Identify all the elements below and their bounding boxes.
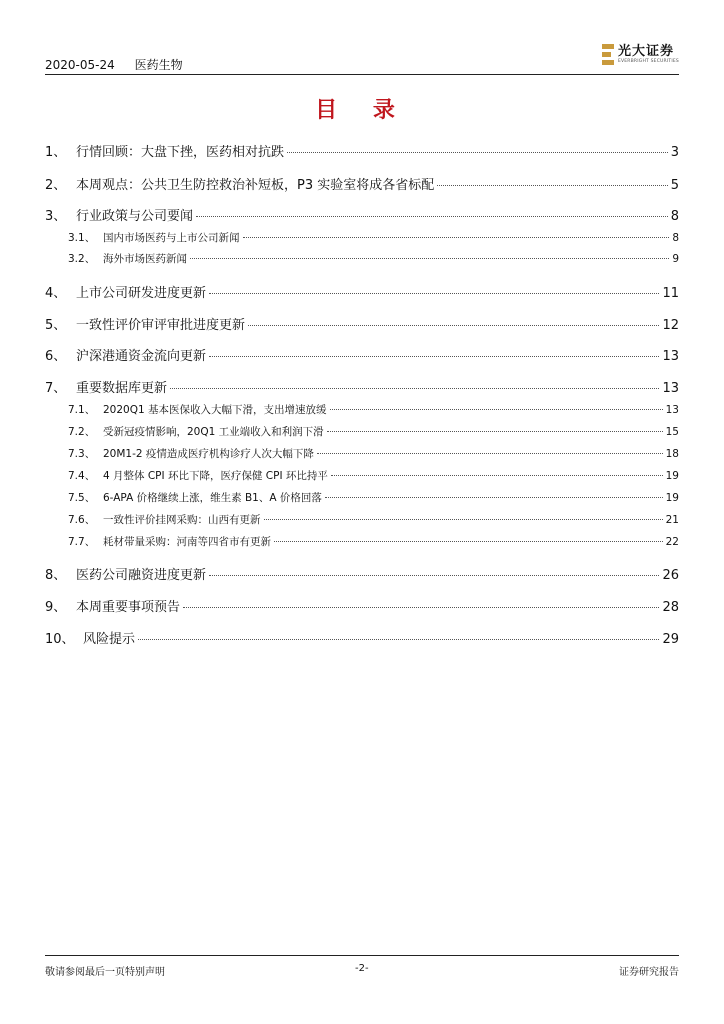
toc-text: 上市公司研发进度更新 [76, 286, 207, 301]
toc-page: 8 [670, 209, 679, 224]
toc-page: 3 [670, 145, 679, 160]
toc-number: 1、 [45, 145, 67, 160]
toc-subentry[interactable] [45, 446, 679, 461]
toc-text: 20M1-2 疫情造成医疗机构诊疗人次大幅下降 [103, 448, 314, 460]
toc-number: 8、 [45, 568, 67, 583]
toc-page: 5 [670, 178, 679, 193]
toc-text: 行业政策与公司要闻 [76, 209, 194, 224]
toc-entry[interactable] [45, 564, 679, 583]
toc-entry[interactable] [45, 282, 679, 301]
toc-number: 7、 [45, 381, 67, 396]
toc-entry[interactable] [45, 141, 679, 160]
toc-page: 13 [662, 349, 679, 364]
toc-text: 一致性评价审评审批进度更新 [76, 318, 246, 333]
toc-number: 7.1、 [68, 404, 96, 416]
header-info [45, 56, 199, 73]
report-section: 医药生物 [134, 58, 183, 72]
toc-leader [264, 519, 663, 520]
toc-leader [209, 575, 659, 576]
toc-leader [325, 497, 663, 498]
toc-leader [190, 258, 669, 259]
page-footer [45, 955, 679, 978]
toc-entry[interactable] [45, 174, 679, 193]
toc-text: 4 月整体 CPI 环比下降，医疗保健 CPI 环比持平 [103, 470, 328, 482]
toc-leader [243, 237, 670, 238]
toc-subentry[interactable] [45, 468, 679, 483]
company-logo [602, 44, 679, 66]
toc-number: 3.2、 [68, 253, 96, 265]
toc-page: 13 [665, 404, 679, 416]
toc-entry[interactable] [45, 377, 679, 396]
report-date: 2020-05-24 [45, 58, 115, 72]
toc-subentry[interactable] [45, 251, 679, 266]
toc-page: 22 [665, 536, 679, 548]
toc-entry[interactable] [45, 596, 679, 615]
toc-page: 29 [662, 632, 679, 647]
toc-page: 21 [665, 514, 679, 526]
toc-subentry[interactable] [45, 512, 679, 527]
toc-leader [331, 475, 663, 476]
toc-text: 6-APA 价格继续上涨，维生素 B1、A 价格回落 [103, 492, 322, 504]
toc-page: 18 [665, 448, 679, 460]
toc-number: 2、 [45, 178, 67, 193]
toc-subentry[interactable] [45, 230, 679, 245]
toc-leader [248, 325, 659, 326]
toc-text: 行情回顾：大盘下挫，医药相对抗跌 [76, 145, 285, 160]
toc-text: 本周重要事项预告 [76, 600, 181, 615]
toc-number: 3.1、 [68, 232, 96, 244]
toc-number: 7.7、 [68, 536, 96, 548]
page-title: 目 录 [315, 98, 409, 123]
toc-leader [317, 453, 663, 454]
toc-leader [170, 388, 659, 389]
toc-text: 风险提示 [83, 632, 136, 647]
toc-leader [196, 216, 668, 217]
toc-leader [330, 409, 663, 410]
toc-number: 4、 [45, 286, 67, 301]
toc-entry[interactable] [45, 345, 679, 364]
report-type: 证券研究报告 [619, 967, 679, 978]
toc-number: 7.2、 [68, 426, 96, 438]
toc-number: 9、 [45, 600, 67, 615]
toc-subentry[interactable] [45, 490, 679, 505]
footer-disclaimer: 敬请参阅最后一页特别声明 [45, 967, 165, 978]
toc-page: 26 [662, 568, 679, 583]
toc-subentry[interactable] [45, 402, 679, 417]
toc-number: 7.3、 [68, 448, 96, 460]
toc-page: 13 [662, 381, 679, 396]
toc-number: 10、 [45, 632, 75, 647]
toc-leader [437, 185, 667, 186]
toc-leader [138, 639, 659, 640]
toc-text: 国内市场医药与上市公司新闻 [103, 232, 240, 244]
toc-leader [183, 607, 659, 608]
toc-page: 19 [665, 470, 679, 482]
toc-text: 耗材带量采购：河南等四省市有更新 [103, 536, 271, 548]
toc-entry[interactable] [45, 628, 679, 647]
toc-text: 海外市场医药新闻 [103, 253, 187, 265]
toc-number: 7.4、 [68, 470, 96, 482]
toc-text: 沪深港通资金流向更新 [76, 349, 207, 364]
page-number: -2- [355, 963, 369, 974]
toc-subentry[interactable] [45, 424, 679, 439]
toc-text: 受新冠疫情影响，20Q1 工业端收入和利润下滑 [103, 426, 324, 438]
toc-number: 6、 [45, 349, 67, 364]
toc-leader [287, 152, 668, 153]
toc-leader [327, 431, 663, 432]
toc-leader [209, 356, 659, 357]
page-header [45, 40, 679, 75]
toc-subentry[interactable] [45, 534, 679, 549]
toc-leader [209, 293, 659, 294]
toc-text: 2020Q1 基本医保收入大幅下滑，支出增速放缓 [103, 404, 327, 416]
toc-page: 8 [672, 232, 679, 244]
toc-page: 9 [672, 253, 679, 265]
logo-icon [602, 44, 614, 66]
toc-number: 3、 [45, 209, 67, 224]
toc-text: 本周观点：公共卫生防控救治补短板，P3 实验室将成各省标配 [76, 178, 435, 193]
toc-text: 医药公司融资进度更新 [76, 568, 207, 583]
toc-entry[interactable] [45, 205, 679, 224]
toc-number: 7.5、 [68, 492, 96, 504]
toc-page: 19 [665, 492, 679, 504]
toc-page: 15 [665, 426, 679, 438]
toc-number: 5、 [45, 318, 67, 333]
toc-leader [274, 541, 663, 542]
logo-text-en: EVERBRIGHT SECURITIES [617, 59, 679, 65]
toc-entry[interactable] [45, 314, 679, 333]
toc-number: 7.6、 [68, 514, 96, 526]
logo-text-cn: 光大证券 [617, 44, 674, 60]
toc-page: 28 [662, 600, 679, 615]
toc-page: 12 [662, 318, 679, 333]
toc-text: 一致性评价挂网采购：山西有更新 [103, 514, 261, 526]
toc-page: 11 [662, 286, 679, 301]
toc-text: 重要数据库更新 [76, 381, 168, 396]
